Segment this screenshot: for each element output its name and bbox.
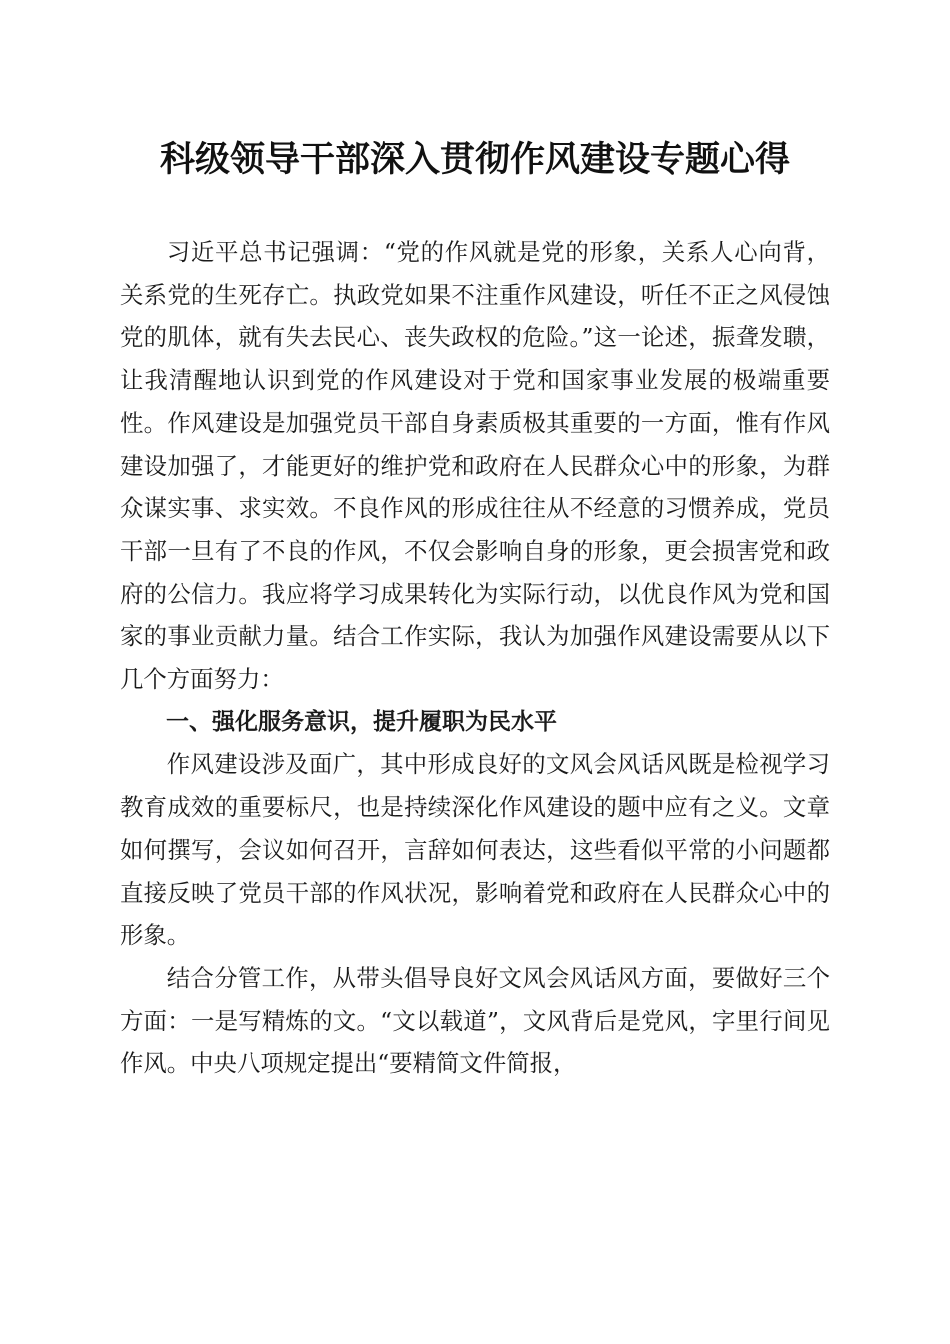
document-body — [120, 231, 830, 1085]
section-heading-1: 一、强化服务意识，提升履职为民水平 — [166, 708, 557, 735]
paragraph-section-1-continued: 结合分管工作，从带头倡导良好文风会风话风方面，要做好三个方面：一是写精炼的文。“文以载道”，文风背后是党风，字里行间见作风。中央八项规定提出“要精简文件简报， — [120, 963, 830, 1078]
paragraph-intro: 习近平总书记强调：“党的作风就是党的形象，关系人心向背，关系党的生死存亡。执政党如果不注重作风建设，听任不正之风侵蚀党的肌体，就有失去民心、丧失政权的危险。”这一论述，振聋发聩，让我清醒地认识到党的作风建设对于党和国家事业发展的极端重要性。作风建设是加强党员干部自身素质极其重要的一方面，惟有作风建设加强了，才能更好的维护党和政府在人民群众心中的形象，为群众谋实事、求实效。不良作风的形成往往从不经意的习惯养成，党员干部一旦有了不良的作风，不仅会影响自身的形象，更会损害党和政府的公信力。我应将学习成果转化为实际行动，以优良作风为党和国家的事业贡献力量。结合工作实际，我认为加强作风建设需要从以下几个方面努力： — [120, 238, 830, 694]
document-title: 科级领导干部深入贯彻作风建设专题心得 — [159, 139, 790, 180]
paragraph-section-1: 作风建设涉及面广，其中形成良好的文风会风话风既是检视学习教育成效的重要标尺，也是持续深化作风建设的题中应有之义。文章如何撰写，会议如何召开，言辞如何表达，这些看似平常的小问题都直接反映了党员干部的作风状况，影响着党和政府在人民群众心中的形象。 — [120, 750, 830, 950]
